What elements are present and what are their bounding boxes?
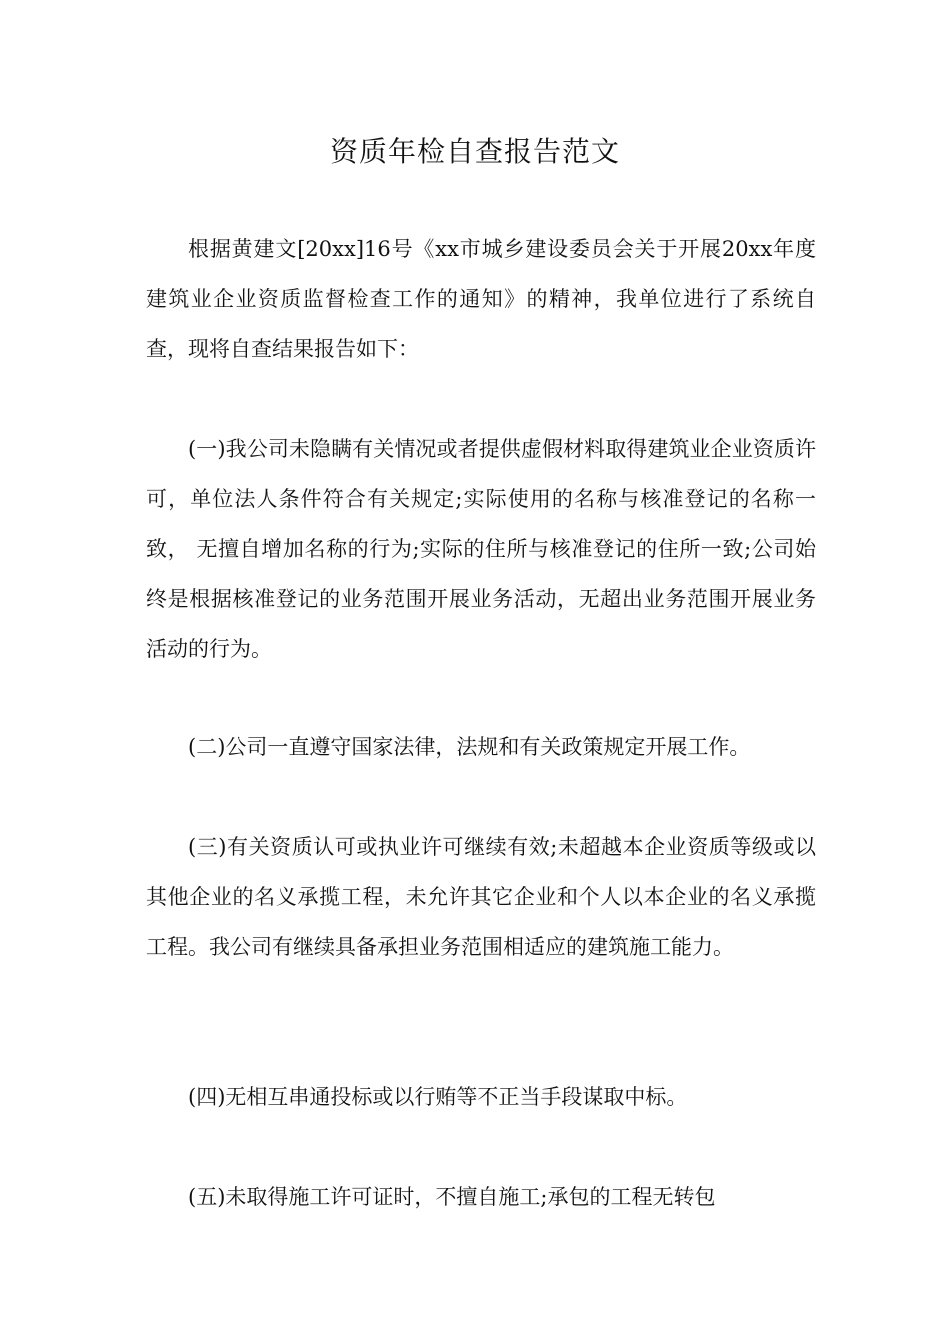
paragraph-item-1: (一)我公司未隐瞒有关情况或者提供虚假材料取得建筑业企业资质许可，单位法人条件符合有关规定;实际使用的名称与核准登记的名称一致， 无擅自增加名称的行为;实际的住所与核准登记的住所一致;公司始终是根据核准登记的业务范围开展业务活动，无超出业务范围开展业务活动的行为。 <box>146 437 816 661</box>
paragraph-item-3: (三)有关资质认可或执业许可继续有效;未超越本企业资质等级或以其他企业的名义承揽工程，未允许其它企业和个人以本企业的名义承揽工程。我公司有继续具备承担业务范围相适应的建筑施工能力。 <box>146 835 816 959</box>
paragraph-item-5: (五)未取得施工许可证时，不擅自施工;承包的工程无转包 <box>188 1185 716 1209</box>
document-title: 资质年检自查报告范文 <box>329 135 620 168</box>
paragraph-item-4: (四)无相互串通投标或以行贿等不正当手段谋取中标。 <box>188 1085 688 1109</box>
paragraph-intro: 根据黄建文[20xx]16号《xx市城乡建设委员会关于开展20xx年度建筑业企业资质监督检查工作的通知》的精神，我单位进行了系统自查，现将自查结果报告如下： <box>146 237 816 361</box>
paragraph-item-2: (二)公司一直遵守国家法律，法规和有关政策规定开展工作。 <box>188 735 751 759</box>
